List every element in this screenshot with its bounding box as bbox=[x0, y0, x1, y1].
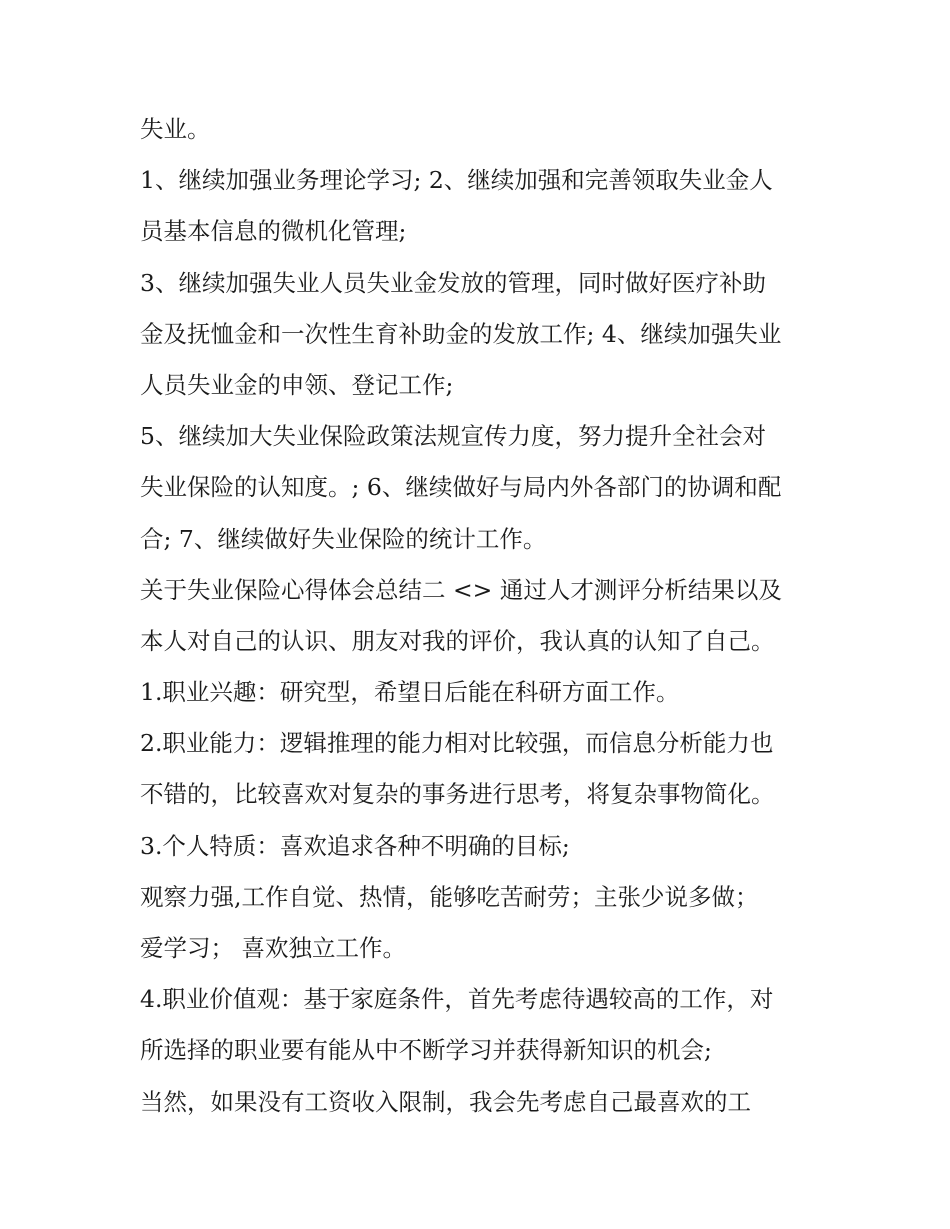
paragraph-line: 失业。 bbox=[140, 115, 211, 143]
paragraph-line: 1.职业兴趣：研究型，希望日后能在科研方面工作。 bbox=[140, 678, 680, 707]
paragraph-line: 关于失业保险心得体会总结二 <> 通过人才测评分析结果以及 bbox=[140, 575, 782, 604]
paragraph-line: 本人对自己的认识、朋友对我的评价，我认真的认知了自己。 bbox=[140, 626, 775, 655]
document-body bbox=[140, 104, 815, 1128]
paragraph-line: 3.个人特质：喜欢追求各种不明确的目标; bbox=[140, 831, 570, 860]
paragraph-line: 不错的，比较喜欢对复杂的事务进行思考，将复杂事物简化。 bbox=[140, 780, 775, 809]
paragraph-line: 当然，如果没有工资收入限制，我会先考虑自己最喜欢的工 bbox=[140, 1087, 751, 1116]
paragraph-line: 爱学习； 喜欢独立工作。 bbox=[140, 934, 406, 962]
paragraph-line: 失业保险的认知度。; 6、继续做好与局内外各部门的协调和配 bbox=[140, 473, 782, 502]
paragraph-line: 4.职业价值观：基于家庭条件，首先考虑待遇较高的工作，对 bbox=[140, 985, 774, 1014]
paragraph-line: 金及抚恤金和一次性生育补助金的发放工作; 4、继续加强失业 bbox=[140, 319, 782, 348]
paragraph-line: 人员失业金的申领、登记工作; bbox=[140, 370, 454, 399]
paragraph-line: 合; 7、继续做好失业保险的统计工作。 bbox=[140, 524, 547, 553]
paragraph-line: 所选择的职业要有能从中不断学习并获得新知识的机会; bbox=[140, 1036, 712, 1065]
paragraph-line: 5、继续加大失业保险政策法规宣传力度，努力提升全社会对 bbox=[140, 422, 766, 451]
paragraph-line: 观察力强,工作自觉、热情，能够吃苦耐劳；主张少说多做； bbox=[140, 882, 759, 911]
paragraph-line: 2.职业能力：逻辑推理的能力相对比较强，而信息分析能力也 bbox=[140, 729, 774, 758]
paragraph-line: 员基本信息的微机化管理; bbox=[140, 217, 407, 246]
paragraph-line: 3、继续加强失业人员失业金发放的管理，同时做好医疗补助 bbox=[140, 268, 766, 297]
paragraph-line: 1、继续加强业务理论学习; 2、继续加强和完善领取失业金人 bbox=[140, 166, 773, 195]
